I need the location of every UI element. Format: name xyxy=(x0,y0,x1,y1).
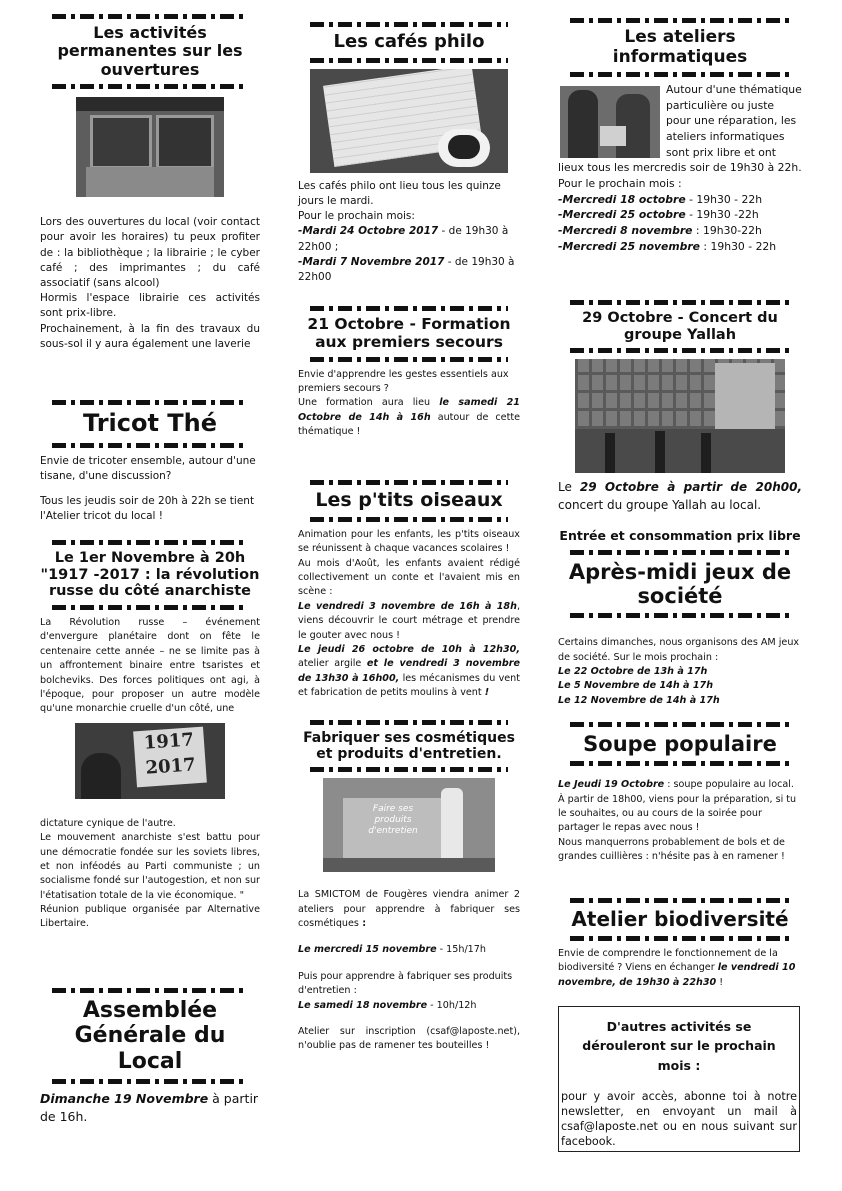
divider xyxy=(310,480,508,485)
paragraph: Certains dimanches, nous organisons des AM jeux de société. Sur le mois prochain : xyxy=(558,637,800,663)
date-highlight: Le 22 Octobre de 13h à 17h xyxy=(558,666,708,678)
text: : 19h30-22h xyxy=(692,223,762,237)
divider xyxy=(52,84,248,89)
date-highlight: Le Jeudi 19 Octobre xyxy=(558,779,665,791)
text: - de 19h30 à 22h00 ; xyxy=(298,225,509,253)
divider xyxy=(570,898,790,903)
section-title: Fabriquer ses cosmétiques et produits d'entretien. xyxy=(303,730,515,763)
date-highlight: Le mercredi 15 novembre xyxy=(298,944,437,956)
date-highlight: -Mercredi 8 novembre xyxy=(558,223,693,237)
text: : soupe populaire au local. À partir de 18h00, viens pour la préparation, si tu le souhaites, ou au cours de la soirée pour partager le repas avec nous ! xyxy=(558,779,797,834)
paragraph: Le mouvement anarchiste s'est battu pour une démocratie fondée sur les soviets libres, et non inféodés au Parti communiste ; un socialisme fondé sur l'autogestion, et non sur l'étatisation totale de la vie économique. " xyxy=(40,832,260,901)
date-highlight: -Mercredi 18 octobre xyxy=(558,192,686,206)
divider xyxy=(310,22,508,27)
box-text: pour y avoir accès, abonne toi à notre newsletter, en envoyant un mail à csaf@laposte.net ou en nous suivant sur facebook. xyxy=(561,1090,797,1149)
divider xyxy=(570,550,790,555)
section-title: Soupe populaire xyxy=(583,732,777,756)
date-highlight: 29 Octobre à partir de 20h00, xyxy=(579,480,802,495)
divider xyxy=(570,348,790,353)
section-title: Les activités permanentes sur les ouvertures xyxy=(57,23,243,79)
date-highlight: Le samedi 18 novembre xyxy=(298,999,428,1011)
text: : 19h30 - 22h xyxy=(699,239,777,253)
section-title: Le 1er Novembre à 20h "1917 -2017 : la révolution russe du côté anarchiste xyxy=(40,550,260,600)
notebook-photo xyxy=(310,69,508,173)
text: - 19h30 - 22h xyxy=(685,192,763,206)
divider xyxy=(310,357,508,362)
section-cosmetiques xyxy=(298,720,520,1060)
paragraph: Autour d'une thématique particulière ou juste pour une réparation, les ateliers informatiques sont prix libre et ont lieux tous les mercredis soir de 19h30 à 22h. xyxy=(558,83,802,175)
section-soupe xyxy=(558,722,802,870)
paragraph: Nous manquerrons probablement de bols et de grandes cuillières : n'hésite pas à en ramener ! xyxy=(558,836,785,863)
divider xyxy=(52,605,248,610)
paragraph: Réunion publique organisée par Alternative Libertaire. xyxy=(40,904,260,930)
divider xyxy=(52,400,248,405)
date-highlight: -Mardi 7 Novembre 2017 xyxy=(298,255,445,268)
text: - 15h/17h xyxy=(436,944,486,956)
divider xyxy=(570,72,790,77)
section-informatique xyxy=(558,18,802,260)
banner-text: 1917 xyxy=(143,729,195,754)
divider xyxy=(310,517,508,522)
text: autour de cette thématique ! xyxy=(298,411,521,438)
computer-photo xyxy=(560,86,660,158)
date-highlight: le vendredi 10 novembre, de 19h30 à 22h30 xyxy=(558,962,796,988)
date-highlight: et le vendredi 3 novembre de 13h30 à 16h00, xyxy=(298,658,520,684)
products-photo xyxy=(323,778,495,872)
paragraph: Au mois d'Août, les enfants avaient rédigé collectivement un conte et l'avaient mis en scène : xyxy=(298,557,520,598)
section-title: Après-midi jeux de société xyxy=(568,560,792,609)
date-highlight: -Mardi 24 Octobre 2017 xyxy=(298,225,439,238)
section-title: Tricot Thé xyxy=(82,409,218,437)
paragraph: Pour le prochain mois : xyxy=(558,176,682,190)
divider xyxy=(570,936,790,941)
storefront-photo xyxy=(76,97,224,197)
divider xyxy=(310,58,508,63)
divider xyxy=(570,722,790,727)
divider xyxy=(52,443,248,448)
section-tricot xyxy=(40,400,260,530)
paragraph: Pour le prochain mois: xyxy=(298,210,415,223)
divider xyxy=(570,300,790,305)
divider xyxy=(310,720,508,725)
section-title: Les ateliers informatiques xyxy=(612,27,748,67)
text: concert du groupe Yallah au local. xyxy=(558,497,762,512)
section-oiseaux xyxy=(298,480,520,707)
text: - 19h30 -22h xyxy=(685,208,759,222)
divider xyxy=(570,761,790,766)
date-highlight: Le jeudi 26 octobre de 10h à 12h30, xyxy=(298,643,520,655)
poster-text: Faire ses produits d'entretien xyxy=(368,804,418,836)
section-jeux xyxy=(558,550,802,714)
date-highlight: -Mercredi 25 novembre xyxy=(558,239,700,253)
divider xyxy=(570,18,790,23)
paragraph: dictature cynique de l'autre. xyxy=(40,817,176,829)
divider xyxy=(52,540,248,545)
text: , viens découvrir le court métrage et prendre le gouter avec nous ! xyxy=(298,600,520,641)
date-highlight: -Mercredi 25 octobre xyxy=(558,208,686,222)
text: atelier argile xyxy=(298,658,367,670)
section-title: Assemblée Générale du Local xyxy=(74,998,226,1074)
paragraph: Envie de tricoter ensemble, autour d'une tisane, d'une discussion? xyxy=(40,454,256,482)
section-yallah xyxy=(558,300,802,543)
divider xyxy=(52,1079,248,1084)
section-title: Les cafés philo xyxy=(333,31,485,52)
paragraph: Prochainement, à la fin des travaux du sous-sol il y aura également une laverie xyxy=(40,322,260,350)
divider xyxy=(310,306,508,311)
divider xyxy=(52,14,248,19)
date-highlight: Le 12 Novembre de 14h à 17h xyxy=(558,694,720,706)
section-secours xyxy=(298,306,520,446)
section-title: Les p'tits oiseaux xyxy=(315,489,503,511)
text: Le xyxy=(558,480,580,495)
date-highlight: Le vendredi 3 novembre de 16h à 18h xyxy=(298,600,517,612)
paragraph: Les cafés philo ont lieu tous les quinze jours le mardi. xyxy=(298,179,501,207)
text: - de 19h30 à 22h00 xyxy=(298,255,515,283)
section-revolution xyxy=(40,540,260,938)
text: les mécanismes du vent et fabrication de petits moulins à vent xyxy=(298,672,521,699)
section-assemblee xyxy=(40,988,260,1132)
paragraph: Puis pour apprendre à fabriquer ses produits d'entretien : xyxy=(298,970,513,997)
text: ! xyxy=(484,687,490,699)
text: : xyxy=(358,917,367,929)
paragraph: Lors des ouvertures du local (voir contact pour avoir les horaires) tu peux profiter de : la bibliothèque ; la librairie ; le cyber café ; des imprimantes ; du café associatif (sans alcool) xyxy=(40,216,260,290)
section-activites xyxy=(40,14,260,358)
date-highlight: le samedi 21 Octobre de 14h à 16h xyxy=(298,397,520,423)
divider xyxy=(310,767,508,772)
text: La SMICTOM de Fougères viendra animer 2 ateliers pour apprendre à fabriquer ses cosmétiques xyxy=(298,889,520,929)
divider xyxy=(52,988,248,993)
banner-text: 2017 xyxy=(144,754,197,779)
date-highlight: Le 5 Novembre de 14h à 17h xyxy=(558,680,714,692)
price-note: Entrée et consommation prix libre xyxy=(559,528,801,544)
text: Envie de comprendre le fonctionnement de la biodiversité ? Viens en échanger xyxy=(558,948,778,974)
text: Une formation aura lieu xyxy=(298,397,440,409)
section-cafes xyxy=(298,22,520,291)
paragraph: Atelier sur inscription (csaf@laposte.net), n'oublie pas de ramener tes bouteilles ! xyxy=(298,1025,520,1052)
box-title: D'autres activités se dérouleront sur le prochain mois : xyxy=(582,1019,776,1073)
paragraph: Tous les jeudis soir de 20h à 22h se tient l'Atelier tricot du local ! xyxy=(40,495,255,523)
text: ! xyxy=(716,976,724,988)
paragraph: Envie d'apprendre les gestes essentiels aux premiers secours ? xyxy=(298,368,509,395)
concert-photo xyxy=(575,359,785,473)
protest-photo xyxy=(75,723,225,799)
section-title: Atelier biodiversité xyxy=(571,907,789,931)
divider xyxy=(570,613,790,618)
text: à partir de 16h. xyxy=(40,1090,259,1125)
date-highlight: Dimanche 19 Novembre xyxy=(40,1090,209,1106)
text: - 10h/12h xyxy=(427,999,477,1011)
paragraph: Animation pour les enfants, les p'tits oiseaux se réunissent à chaque vacances scolaires ! xyxy=(298,528,520,555)
section-biodiversite xyxy=(558,898,802,996)
paragraph: La Révolution russe – événement d'envergure planétaire dont on fête le centenaire cette année – ne se limite pas à un affrontement binaire entre tsaristes et bolcheviks. Des forces politiques ont agi, à l'époque, pour proposer un autre modèle qu'une monarchie cruelle d'un côté, une xyxy=(40,617,260,715)
info-box xyxy=(558,1006,800,1152)
section-title: 21 Octobre - Formation aux premiers secours xyxy=(307,315,511,351)
paragraph: Hormis l'espace librairie ces activités sont prix-libre. xyxy=(40,292,260,320)
section-title: 29 Octobre - Concert du groupe Yallah xyxy=(582,310,778,343)
